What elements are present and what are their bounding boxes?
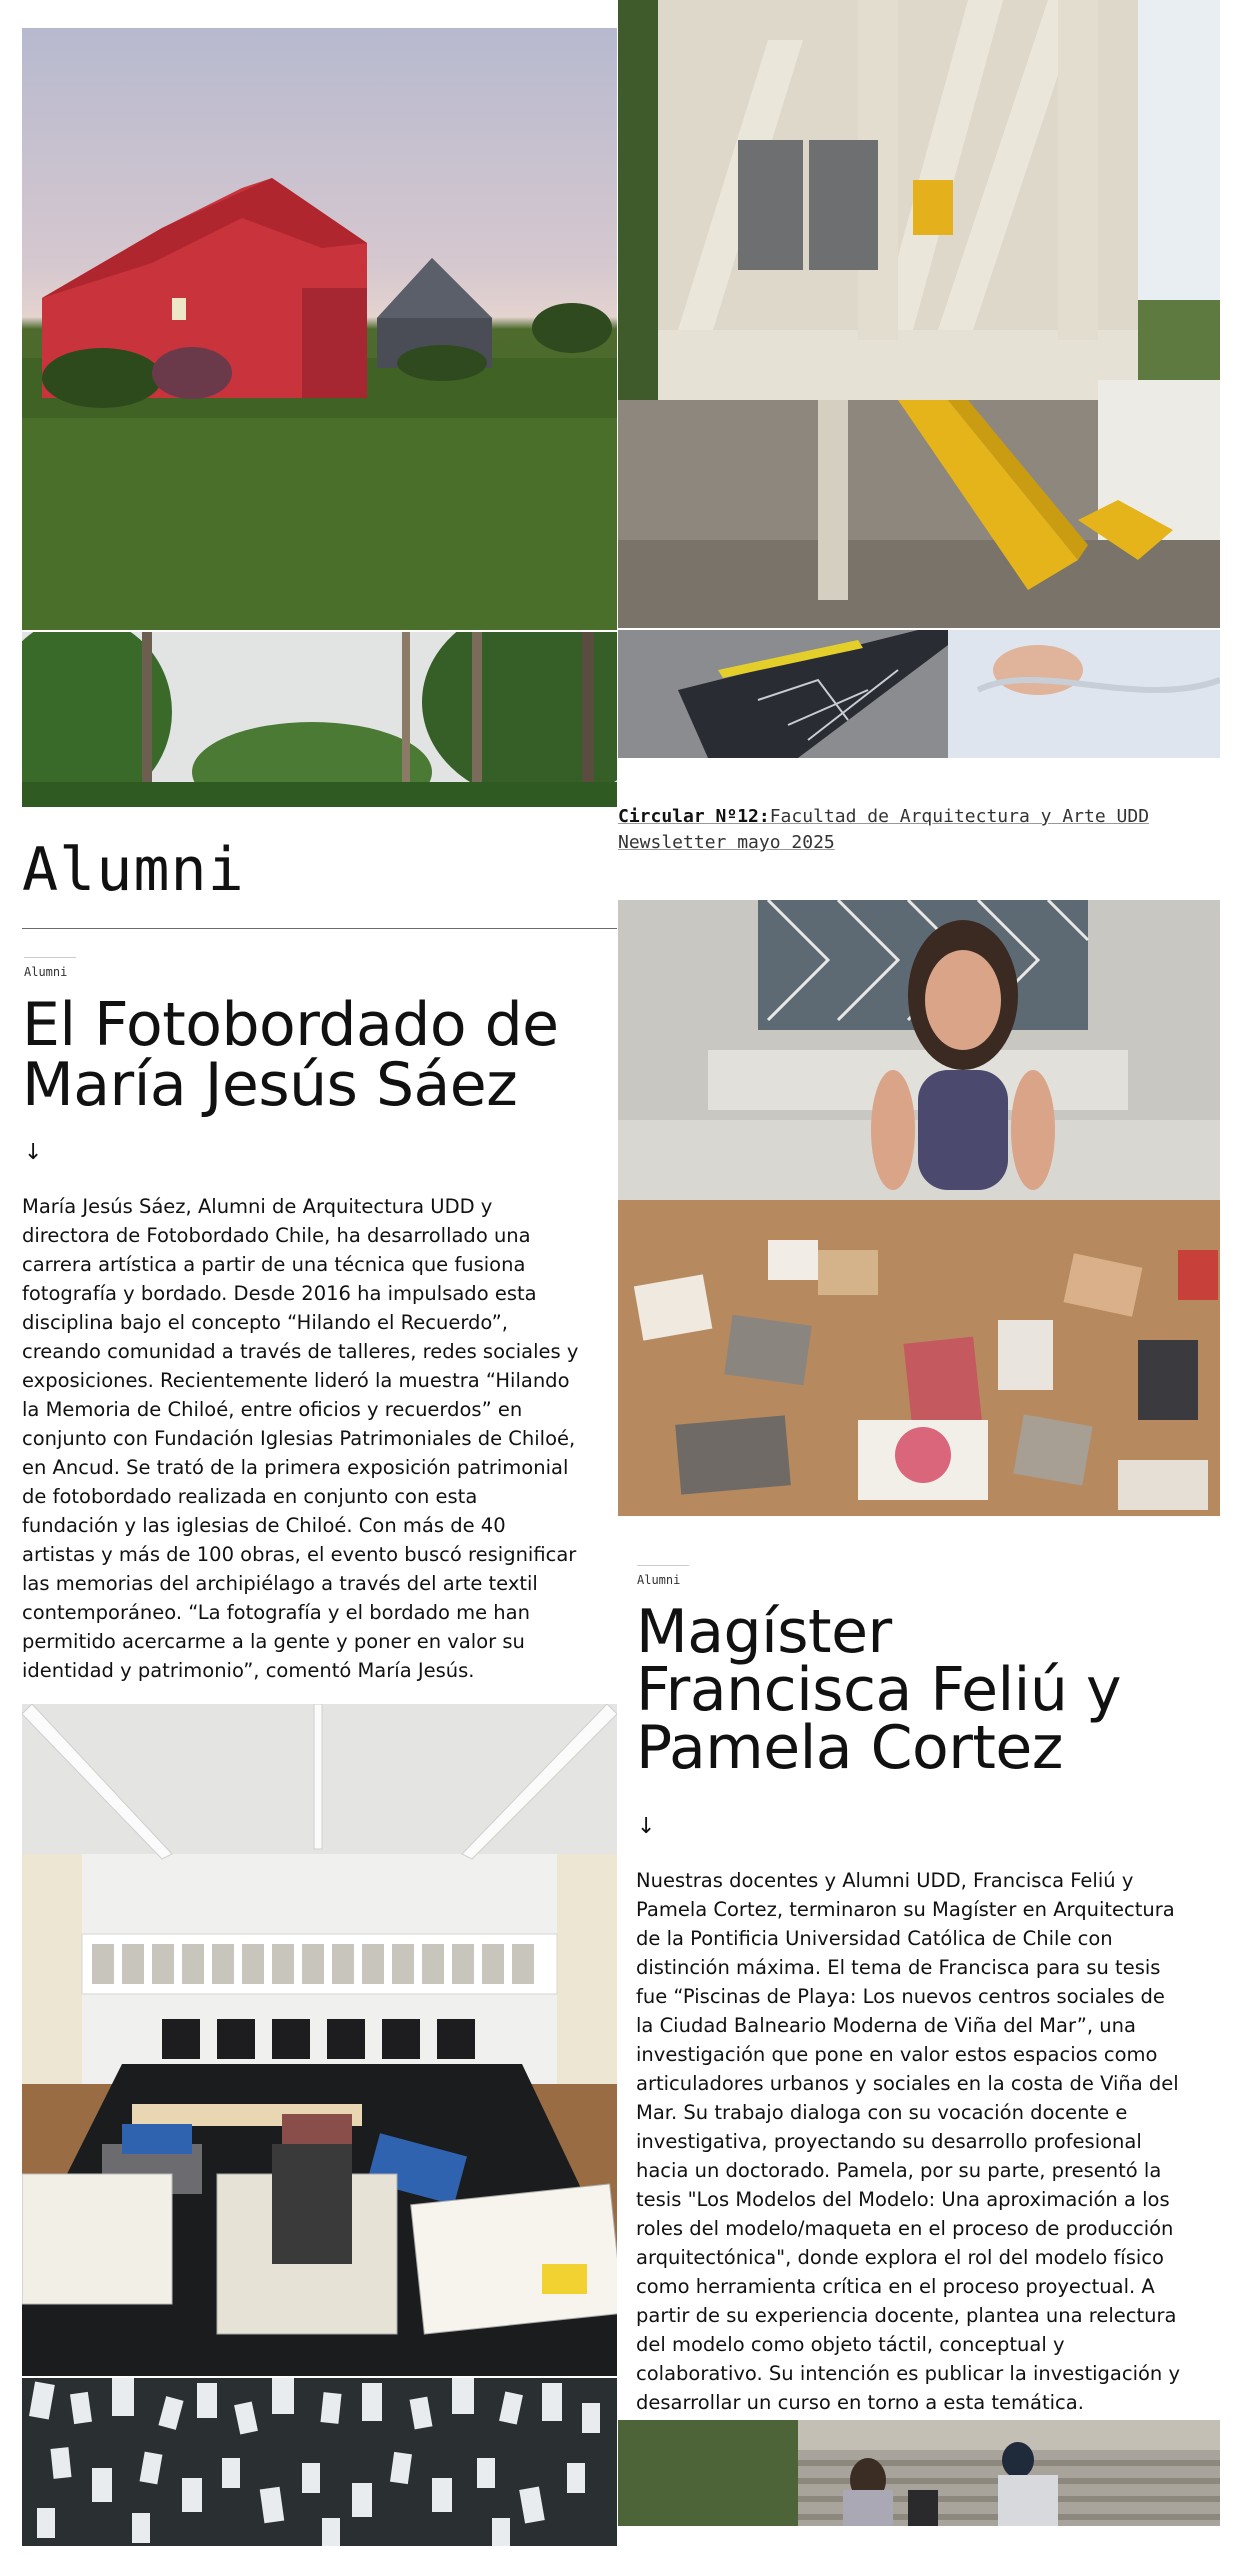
photo-yellow-stair-building	[618, 0, 1220, 628]
article2-body-line: investigación que pone en valor estos espacios como	[636, 2043, 1158, 2066]
article2-body-line: desarrollar un curso en torno a esta temática.	[636, 2391, 1084, 2414]
article1-body-line: exposiciones. Recientemente lideró la muestra “Hilando	[22, 1369, 570, 1392]
article2-tag: Alumni	[637, 1573, 681, 1587]
article2-body-line: partir de su experiencia docente, plantea una relectura	[636, 2304, 1177, 2327]
article2-body	[636, 1866, 1236, 2417]
article2-body-line: arquitectónica", donde explora el rol del modelo físico	[636, 2246, 1164, 2269]
article1-body	[22, 1192, 622, 1685]
article2-body-line: la Ciudad Balneario Moderna de Viña del Mar”, una	[636, 2014, 1136, 2037]
article2-body-line: Mar. Su trabajo dialoga con su vocación docente e	[636, 2101, 1128, 2124]
photo-red-house	[22, 28, 617, 630]
article1-headline-line1: El Fotobordado de	[22, 990, 559, 1060]
article1-body-line: directora de Fotobordado Chile, ha desarrollado una	[22, 1224, 531, 1247]
arrow-down-icon: ↓	[637, 1814, 656, 1839]
article2-headline-line2: Francisca Feliú y	[636, 1655, 1121, 1725]
article1-tag: Alumni	[24, 965, 68, 979]
newsletter-title: Circular Nº12:	[618, 806, 770, 827]
article1-body-line: contemporáneo. “La fotografía y el bordado me han	[22, 1601, 530, 1624]
article1-body-line: carrera artística a partir de una técnica que fusiona	[22, 1253, 526, 1276]
article2-body-line: como herramienta crítica en el proceso proyectual. A	[636, 2275, 1155, 2298]
article1-body-line: conjunto con Fundación Iglesias Patrimoniales de Chiloé,	[22, 1427, 576, 1450]
article1-body-line: disciplina bajo el concepto “Hilando el Recuerdo”,	[22, 1311, 508, 1334]
article1-headline-line2: María Jesús Sáez	[22, 1050, 518, 1120]
article2-headline-line3: Pamela Cortez	[636, 1713, 1063, 1783]
article1-body-line: las memorias del archipiélago a través del arte textil	[22, 1572, 538, 1595]
article1-body-line: permitido acercarme a la gente y poner en valor su	[22, 1630, 525, 1653]
photo-drawing-strip	[618, 630, 1220, 758]
article2-body-line: hacia un doctorado. Pamela, por su parte, presentó la	[636, 2159, 1162, 2182]
article2-body-line: Pamela Cortez, terminaron su Magíster en Arquitectura	[636, 1898, 1175, 1921]
article1-body-line: artistas y más de 100 obras, el evento buscó resignificar	[22, 1543, 577, 1566]
article1-body-line: identidad y patrimonio”, comentó María Jesús.	[22, 1659, 475, 1682]
newsletter-caption	[618, 804, 1228, 856]
article2-body-line: fue “Piscinas de Playa: Los nuevos centros sociales de	[636, 1985, 1165, 2008]
photo-maria-jesus-saez	[618, 900, 1220, 1516]
section-divider	[22, 928, 617, 929]
section-title: Alumni	[22, 835, 245, 905]
article1-body-line: María Jesús Sáez, Alumni de Arquitectura UDD y	[22, 1195, 493, 1218]
article1-body-line: fundación y las iglesias de Chiloé. Con más de 40	[22, 1514, 506, 1537]
article1-body-line: fotografía y bordado. Desde 2016 ha impulsado esta	[22, 1282, 537, 1305]
article2-body-line: investigativa, proyectando su desarrollo profesional	[636, 2130, 1142, 2153]
article2-body-line: del modelo como objeto táctil, conceptual y	[636, 2333, 1065, 2356]
arrow-down-icon: ↓	[24, 1140, 43, 1165]
newsletter-date[interactable]: Newsletter mayo 2025	[618, 832, 835, 853]
article1-body-line: creando comunidad a través de talleres, redes sociales y	[22, 1340, 579, 1363]
article2-headline-line1: Magíster	[636, 1597, 892, 1667]
newsletter-faculty-suffix[interactable]: y Arte UDD	[1029, 806, 1150, 827]
article2-body-line: articuladores urbanos y sociales en la costa de Viña del	[636, 2072, 1179, 2095]
photo-forest-strip	[22, 632, 617, 807]
article2-body-line: de la Pontificia Universidad Católica de Chile con	[636, 1927, 1113, 1950]
article1-headline	[22, 990, 559, 1120]
newsletter-faculty-link[interactable]: uitectura	[932, 806, 1030, 827]
article2-body-line: Nuestras docentes y Alumni UDD, Francisca Feliú y	[636, 1869, 1134, 1892]
article1-body-line: la Memoria de Chiloé, entre oficios y recuerdos” en	[22, 1398, 523, 1421]
article1-body-line: en Ancud. Se trató de la primera exposición patrimonial	[22, 1456, 569, 1479]
article2-body-line: distinción máxima. El tema de Francisca para su tesis	[636, 1956, 1161, 1979]
photo-exhibition-room	[22, 1704, 617, 2376]
article2-body-line: roles del modelo/maqueta en el proceso de producción	[636, 2217, 1174, 2240]
article2-body-line: colaborativo. Su intención es publicar la investigación y	[636, 2362, 1181, 2385]
article2-body-line: tesis "Los Modelos del Modelo: Una aproximación a los	[636, 2188, 1170, 2211]
article2-headline	[636, 1597, 1121, 1783]
photo-hanging-papers	[22, 2378, 617, 2546]
newsletter-faculty-prefix[interactable]: Facultad de Arq	[769, 806, 933, 827]
photo-outdoor-steps	[618, 2420, 1220, 2526]
article1-body-line: de fotobordado realizada en conjunto con esta	[22, 1485, 478, 1508]
